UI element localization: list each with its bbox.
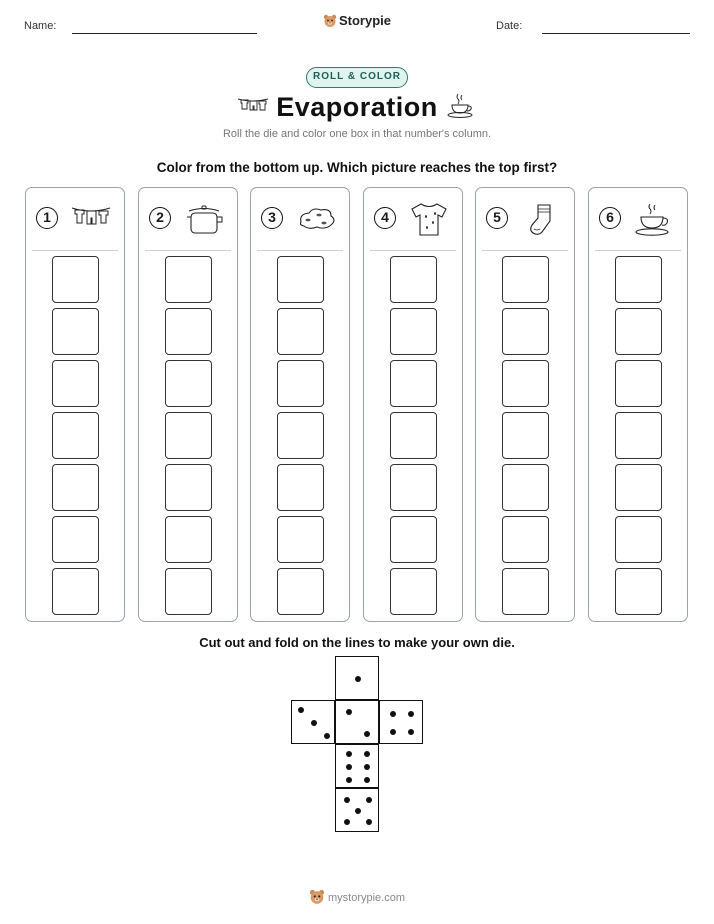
die-pip: [366, 819, 372, 825]
die-face-4: [379, 700, 423, 744]
column-number: 1: [36, 207, 58, 229]
color-box[interactable]: [165, 256, 212, 303]
die-pip: [344, 797, 350, 803]
color-box[interactable]: [52, 256, 99, 303]
color-box[interactable]: [615, 308, 662, 355]
die-face-5: [335, 788, 379, 832]
column-divider: [482, 250, 568, 251]
column-4: [363, 187, 463, 622]
subtitle: Roll the die and color one box in that number's column.: [222, 128, 492, 140]
color-box[interactable]: [502, 464, 549, 511]
color-box[interactable]: [502, 412, 549, 459]
clothesline-icon: [70, 202, 112, 238]
color-box[interactable]: [390, 464, 437, 511]
color-box[interactable]: [390, 568, 437, 615]
color-box[interactable]: [52, 464, 99, 511]
column-divider: [145, 250, 231, 251]
bear-icon: [309, 889, 325, 905]
die-face-2: [335, 700, 379, 744]
column-5: [475, 187, 575, 622]
color-box[interactable]: [277, 568, 324, 615]
date-label: Date:: [496, 20, 523, 32]
column-3: [250, 187, 350, 622]
die-pip: [346, 764, 352, 770]
puddle-icon: [295, 202, 337, 238]
date-line[interactable]: [542, 33, 690, 34]
tea-cup-icon: [633, 202, 675, 238]
color-box[interactable]: [52, 308, 99, 355]
tea-cup-icon: [447, 92, 475, 120]
color-box[interactable]: [502, 516, 549, 563]
color-box[interactable]: [52, 516, 99, 563]
die-pip: [346, 751, 352, 757]
color-box[interactable]: [277, 308, 324, 355]
die-pip: [298, 707, 304, 713]
die-pip: [364, 764, 370, 770]
column-number: 2: [149, 207, 171, 229]
column-1: [25, 187, 125, 622]
color-box[interactable]: [277, 464, 324, 511]
color-box[interactable]: [165, 464, 212, 511]
color-box[interactable]: [615, 516, 662, 563]
color-box[interactable]: [390, 308, 437, 355]
color-box[interactable]: [502, 308, 549, 355]
column-number: 3: [261, 207, 283, 229]
column-number: 5: [486, 207, 508, 229]
color-box[interactable]: [390, 516, 437, 563]
color-box[interactable]: [502, 568, 549, 615]
column-2: [138, 187, 238, 622]
color-box[interactable]: [277, 412, 324, 459]
die-pip: [311, 720, 317, 726]
page-title: Evaporation: [276, 92, 438, 122]
pot-icon: [183, 202, 225, 238]
die-pip: [355, 808, 361, 814]
color-box[interactable]: [502, 256, 549, 303]
color-box[interactable]: [502, 360, 549, 407]
die-face-3: [291, 700, 335, 744]
color-box[interactable]: [52, 360, 99, 407]
die-pip: [346, 709, 352, 715]
color-box[interactable]: [165, 308, 212, 355]
die-pip: [344, 819, 350, 825]
die-pip: [364, 731, 370, 737]
column-divider: [257, 250, 343, 251]
die-pip: [408, 711, 414, 717]
die-pip: [355, 676, 361, 682]
column-divider: [32, 250, 118, 251]
instruction: Color from the bottom up. Which picture reaches the top first?: [156, 160, 558, 175]
color-box[interactable]: [277, 360, 324, 407]
color-box[interactable]: [52, 568, 99, 615]
die-pip: [346, 777, 352, 783]
die-pip: [366, 797, 372, 803]
die-pip: [390, 711, 396, 717]
die-pip: [364, 777, 370, 783]
color-box[interactable]: [390, 360, 437, 407]
sock-icon: [520, 202, 562, 238]
color-box[interactable]: [165, 412, 212, 459]
die-pip: [364, 751, 370, 757]
footer-url[interactable]: mystorypie.com: [327, 892, 406, 904]
color-box[interactable]: [277, 516, 324, 563]
die-net: [290, 656, 424, 834]
footer: [0, 889, 714, 905]
name-label: Name:: [24, 20, 57, 32]
brand-logo: [0, 13, 714, 28]
die-face-6: [335, 744, 379, 788]
color-box[interactable]: [615, 568, 662, 615]
wet-shirt-icon: [408, 202, 450, 238]
die-pip: [408, 729, 414, 735]
die-pip: [324, 733, 330, 739]
color-box[interactable]: [52, 412, 99, 459]
die-pip: [390, 729, 396, 735]
color-box[interactable]: [165, 360, 212, 407]
color-box[interactable]: [615, 464, 662, 511]
column-number: 4: [374, 207, 396, 229]
color-box[interactable]: [615, 412, 662, 459]
column-divider: [595, 250, 681, 251]
cut-instruction: Cut out and fold on the lines to make your own die.: [199, 635, 515, 650]
color-box[interactable]: [277, 256, 324, 303]
color-box[interactable]: [165, 516, 212, 563]
name-line[interactable]: [72, 33, 257, 34]
brand-name: Storypie: [338, 13, 391, 28]
color-box[interactable]: [165, 568, 212, 615]
color-box[interactable]: [615, 256, 662, 303]
color-box[interactable]: [390, 412, 437, 459]
color-box[interactable]: [390, 256, 437, 303]
column-divider: [370, 250, 456, 251]
die-face-1: [335, 656, 379, 700]
column-number: 6: [599, 207, 621, 229]
bear-icon: [323, 14, 337, 28]
roll-and-color-badge: ROLL & COLOR: [306, 67, 408, 88]
column-6: [588, 187, 688, 622]
color-box[interactable]: [615, 360, 662, 407]
